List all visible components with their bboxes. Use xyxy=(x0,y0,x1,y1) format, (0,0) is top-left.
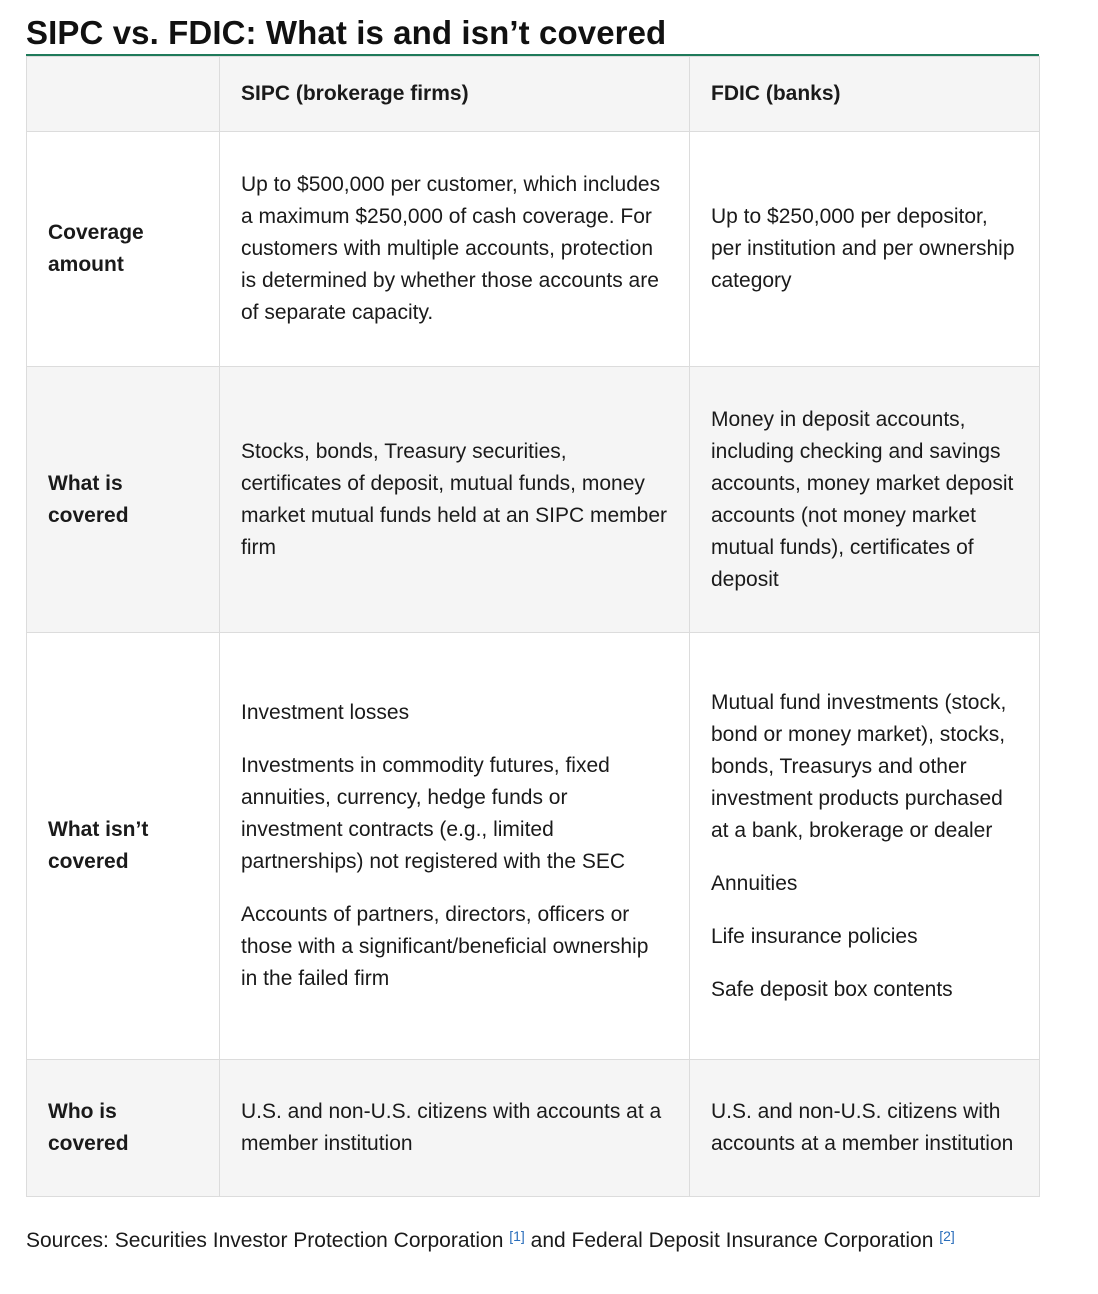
fdic-cell xyxy=(690,633,1040,1060)
cell-text: Investments in commodity futures, fixed annuities, currency, hedge funds or investment contracts (e.g., limited partnerships) not registered with the SEC xyxy=(241,754,626,873)
sipc-cell xyxy=(220,367,690,633)
cell-text: U.S. and non-U.S. citizens with accounts at a member institution xyxy=(711,1100,1014,1155)
footnote-link-2[interactable]: [2] xyxy=(939,1228,955,1244)
header-fdic: FDIC (banks) xyxy=(690,57,1040,132)
cell-text: Stocks, bonds, Treasury securities, certificates of deposit, mutual funds, money market mutual funds held at an SIPC member firm xyxy=(241,439,668,559)
sipc-cell xyxy=(220,132,690,367)
fdic-cell xyxy=(690,1060,1040,1197)
row-label: What isn’t covered xyxy=(27,633,220,1060)
cell-text: Up to $500,000 per customer, which includes a maximum $250,000 of cash coverage. For customers with multiple accounts, protection is determined by whether those accounts are of separate capacity. xyxy=(241,173,661,324)
cell-text: Annuities xyxy=(711,871,798,895)
fdic-cell xyxy=(690,132,1040,367)
cell-text: U.S. and non-U.S. citizens with accounts at a member institution xyxy=(241,1100,662,1155)
page-title: SIPC vs. FDIC: What is and isn’t covered xyxy=(26,14,667,51)
cell-text: Money in deposit accounts, including checking and savings accounts, money market deposit accounts (not money market mutual funds), certificates of deposit xyxy=(711,407,1014,591)
sipc-cell xyxy=(220,633,690,1060)
table-row-what-isnt-covered xyxy=(27,633,1040,1060)
fdic-cell xyxy=(690,367,1040,633)
sources-prefix: Sources: Securities Investor Protection Corporation xyxy=(26,1229,504,1252)
table-header-row xyxy=(27,57,1040,132)
footnote-link-1[interactable]: [1] xyxy=(509,1228,525,1244)
header-empty-cell xyxy=(27,57,220,132)
cell-text: Investment losses xyxy=(241,701,410,724)
table-row-coverage-amount xyxy=(27,132,1040,367)
row-label: What is covered xyxy=(27,367,220,633)
cell-text: Up to $250,000 per depositor, per institution and per ownership category xyxy=(711,205,1015,292)
table-row-who-is-covered xyxy=(27,1060,1040,1197)
comparison-article xyxy=(26,12,1039,1197)
header-sipc: SIPC (brokerage firms) xyxy=(220,57,690,132)
cell-text: Mutual fund investments (stock, bond or money market), stocks, bonds, Treasurys and other investment products purchased at a bank, brokerage or dealer xyxy=(711,690,1007,842)
sources-note xyxy=(26,1225,986,1256)
sources-middle: and Federal Deposit Insurance Corporation xyxy=(530,1229,934,1252)
cell-text: Life insurance policies xyxy=(711,924,918,948)
sipc-cell xyxy=(220,1060,690,1197)
cell-text: Safe deposit box contents xyxy=(711,977,953,1001)
cell-text: Accounts of partners, directors, officers or those with a significant/beneficial ownership in the failed firm xyxy=(241,903,649,990)
table-row-what-is-covered xyxy=(27,367,1040,633)
comparison-table xyxy=(26,56,1040,1197)
row-label: Coverage amount xyxy=(27,132,220,367)
row-label: Who is covered xyxy=(27,1060,220,1197)
